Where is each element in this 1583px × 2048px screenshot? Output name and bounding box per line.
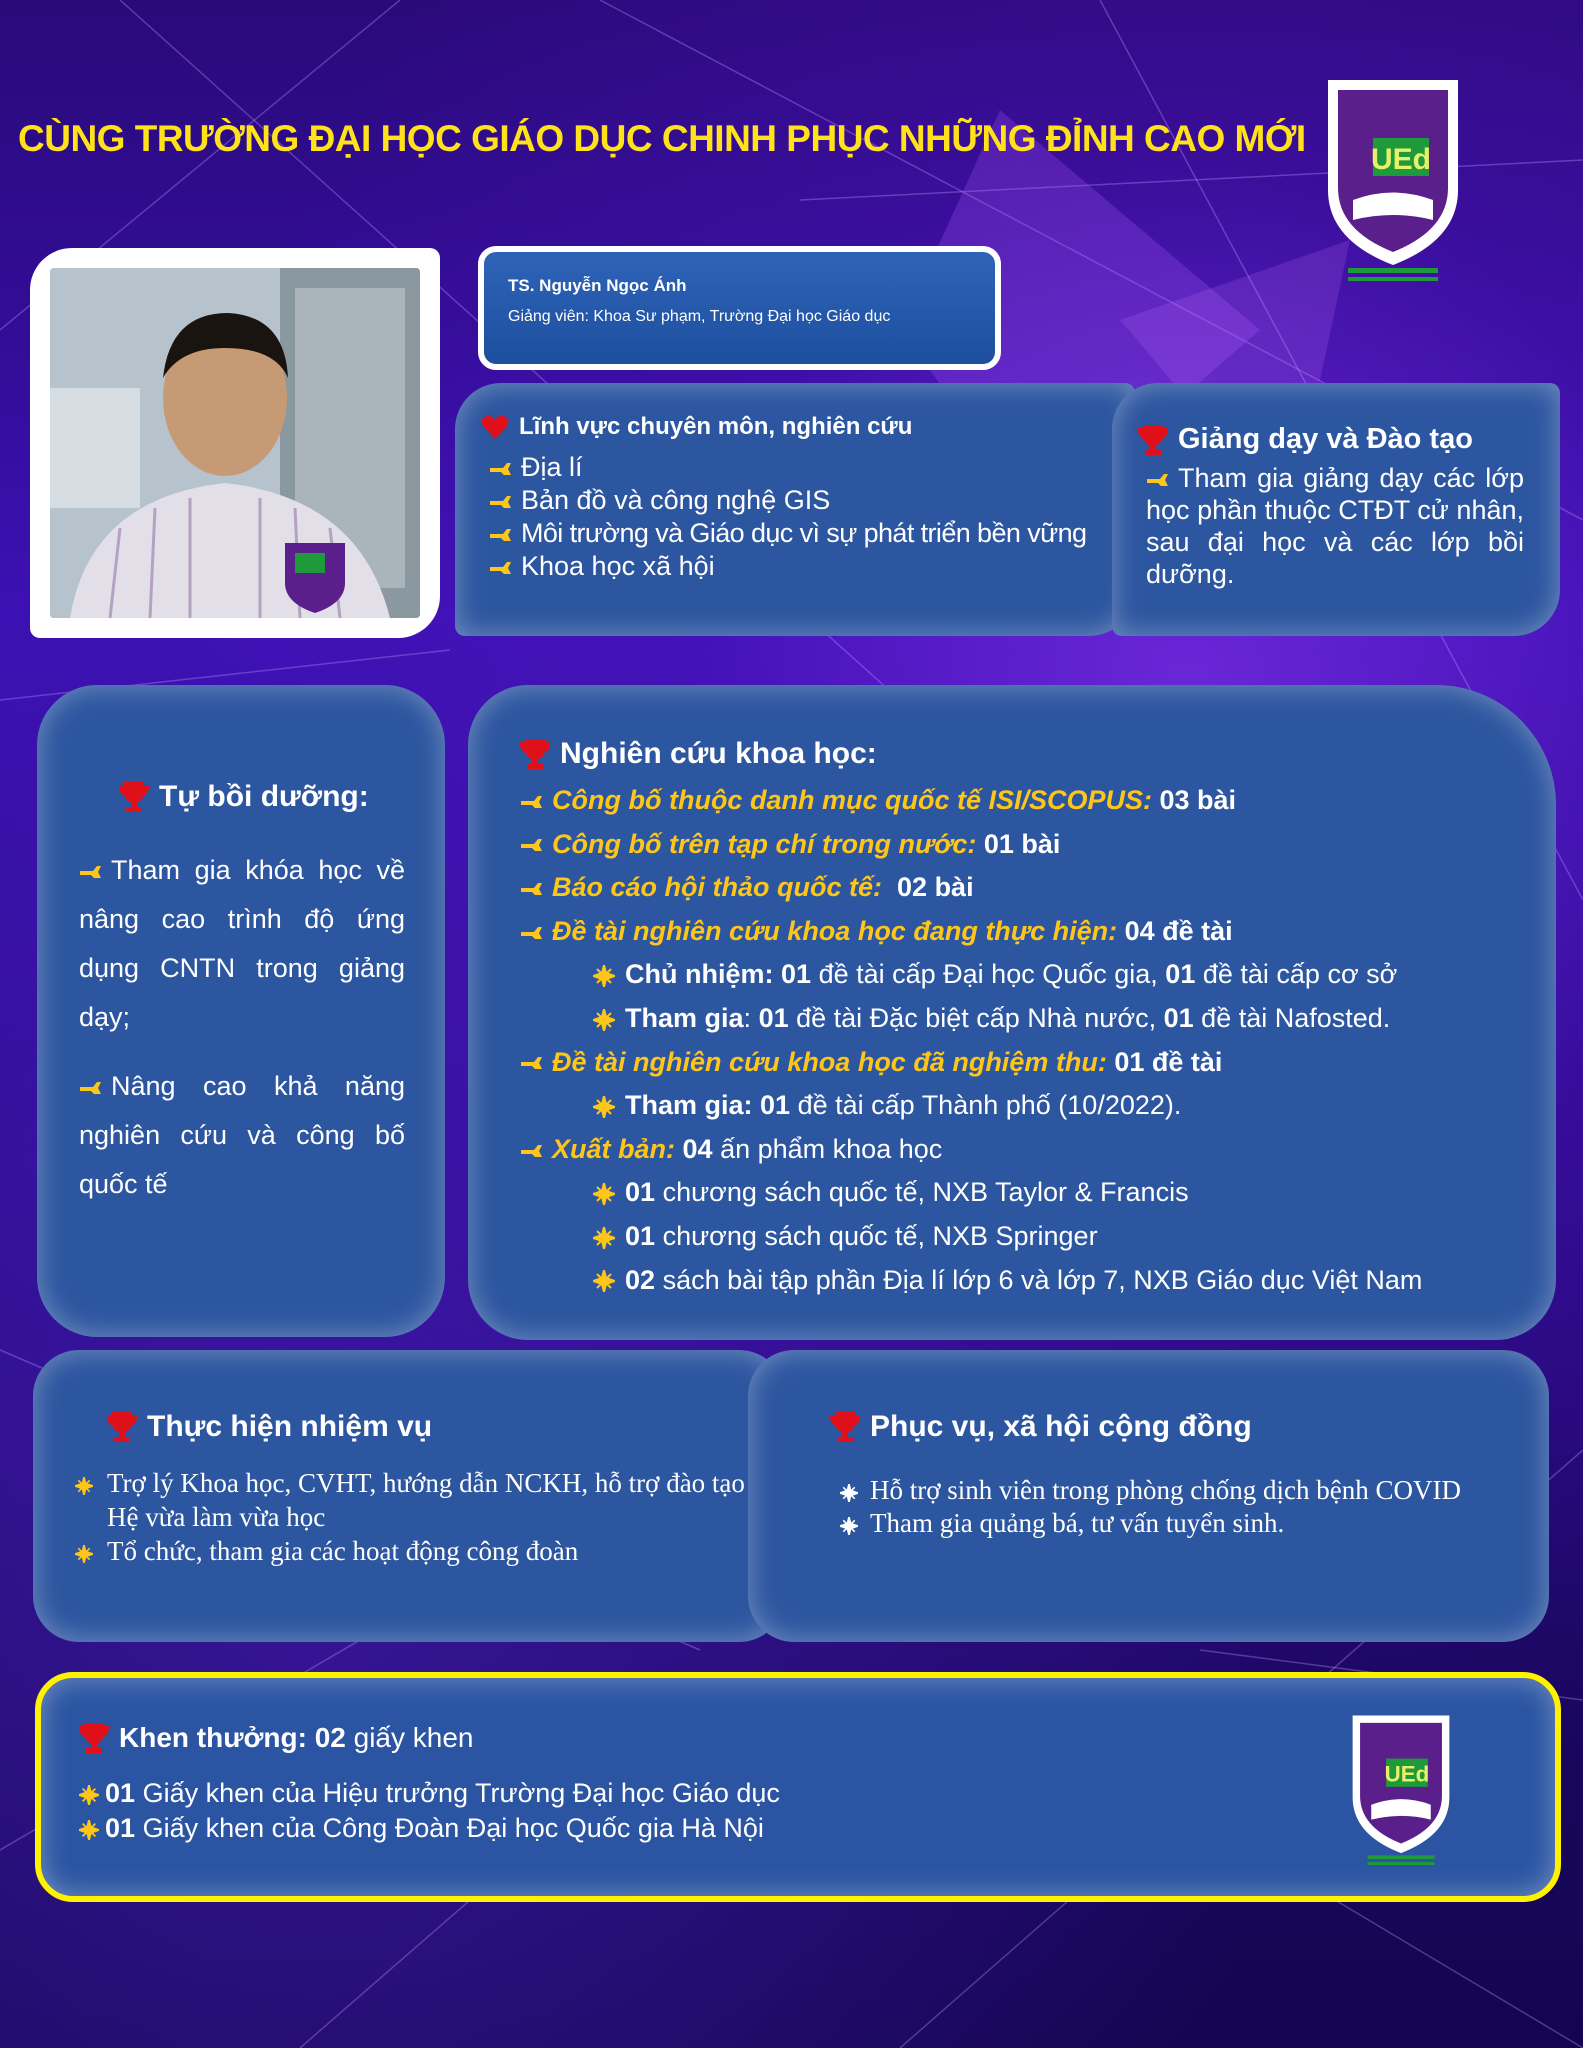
expertise-heading-row [481, 413, 1101, 441]
teaching-text: Tham gia giảng dạy các lớp học phần thuộc CTĐT cử nhân, sau đại học và các lớp bồi dưỡng. [1146, 463, 1524, 589]
list-item: Nâng cao khả năng nghiên cứu và công bố quốc tế [79, 1071, 405, 1199]
teaching-heading-row [1138, 423, 1524, 456]
profile-role: Giảng viên: Khoa Sư phạm, Trường Đại học Giáo dục [508, 308, 891, 325]
star-icon [79, 1785, 99, 1805]
pointing-hand-icon [520, 1054, 544, 1072]
list-item: Tham gia: 01 đề tài cấp Thành phố (10/2022). [520, 1084, 1526, 1128]
list-item: Tổ chức, tham gia các hoạt động công đoàn [75, 1534, 749, 1568]
duties-heading: Thực hiện nhiệm vụ [147, 1410, 433, 1443]
list-item: Đề tài nghiên cứu khoa học đã nghiệm thu: 01 đề tài [520, 1041, 1526, 1085]
list-item: Báo cáo hội thảo quốc tế: 02 bài [520, 866, 1526, 910]
research-panel [468, 685, 1556, 1340]
trophy-icon [520, 738, 550, 770]
trophy-icon [107, 1411, 137, 1443]
star-icon [593, 1096, 615, 1118]
star-icon [75, 1545, 93, 1563]
university-logo [1318, 70, 1468, 285]
community-heading: Phục vụ, xã hội cộng đồng [870, 1410, 1252, 1443]
duties-panel [33, 1350, 785, 1642]
teaching-panel [1112, 383, 1560, 636]
star-icon [79, 1820, 99, 1840]
star-icon [840, 1484, 858, 1502]
list-item: Hỗ trợ sinh viên trong phòng chống dịch bệnh COVID [840, 1474, 1519, 1507]
expertise-panel [455, 383, 1135, 636]
list-item: Đề tài nghiên cứu khoa học đang thực hiện: 04 đề tài [520, 910, 1526, 954]
selfdev-heading: Tự bồi dưỡng: [159, 780, 369, 813]
list-item: 01 Giấy khen của Công Đoàn Đại học Quốc gia Hà Nội [79, 1811, 1519, 1846]
logo-text: UEd [1371, 143, 1431, 176]
star-icon [593, 1009, 615, 1031]
pointing-hand-icon [489, 559, 513, 577]
star-icon [593, 1183, 615, 1205]
trophy-icon [830, 1411, 860, 1443]
university-logo [1341, 1708, 1461, 1868]
expertise-heading: Lĩnh vực chuyên môn, nghiên cứu [519, 413, 913, 440]
selfdev-heading-row [119, 780, 405, 814]
list-item: Công bố thuộc danh mục quốc tế ISI/SCOPUS: 03 bài [520, 779, 1526, 823]
star-icon [593, 1227, 615, 1249]
research-heading: Nghiên cứu khoa học: [560, 737, 877, 770]
list-item: 02 sách bài tập phần Địa lí lớp 6 và lớp 7, NXB Giáo dục Việt Nam [520, 1259, 1526, 1303]
teaching-text-row [1146, 462, 1524, 590]
list-item: 01 chương sách quốc tế, NXB Springer [520, 1215, 1526, 1259]
pointing-hand-icon [520, 924, 544, 942]
list-item: 01 Giấy khen của Hiệu trưởng Trường Đại học Giáo dục [79, 1776, 1519, 1811]
star-icon [593, 965, 615, 987]
trophy-icon [1138, 424, 1168, 456]
pointing-hand-icon [79, 863, 103, 881]
list-item: Tham gia: 01 đề tài Đặc biệt cấp Nhà nước, 01 đề tài Nafosted. [520, 997, 1526, 1041]
list-item: Xuất bản: 04 ấn phẩm khoa học [520, 1128, 1526, 1172]
star-icon [75, 1477, 93, 1495]
pointing-hand-icon [489, 460, 513, 478]
awards-heading: Khen thưởng: [119, 1722, 307, 1753]
profile-name: TS. Nguyễn Ngọc Ánh [508, 276, 687, 295]
page-title: CÙNG TRƯỜNG ĐẠI HỌC GIÁO DỤC CHINH PHỤC NHỮNG ĐỈNH CAO MỚI [18, 118, 1306, 159]
list-item: Địa lí [489, 451, 1101, 484]
pointing-hand-icon [489, 493, 513, 511]
self-development-panel [37, 685, 445, 1337]
list-item: 01 chương sách quốc tế, NXB Taylor & Francis [520, 1171, 1526, 1215]
community-panel [748, 1350, 1549, 1642]
logo-text: UEd [1384, 1761, 1430, 1787]
pointing-hand-icon [1146, 471, 1170, 489]
community-heading-row [830, 1410, 1519, 1444]
research-heading-row [520, 737, 1526, 771]
list-item: Trợ lý Khoa học, CVHT, hướng dẫn NCKH, hỗ trợ đào tạo Hệ vừa làm vừa học [75, 1466, 749, 1534]
list-item: Môi trường và Giáo dục vì sự phát triển bền vững [489, 517, 1101, 550]
list-item: Công bố trên tạp chí trong nước: 01 bài [520, 823, 1526, 867]
pointing-hand-icon [520, 836, 544, 854]
profile-photo [50, 268, 420, 618]
pointing-hand-icon [489, 526, 513, 544]
pointing-hand-icon [79, 1079, 103, 1097]
trophy-icon [119, 781, 149, 813]
pointing-hand-icon [520, 880, 544, 898]
trophy-icon [79, 1722, 109, 1754]
profile-photo-frame [30, 248, 440, 638]
pointing-hand-icon [520, 793, 544, 811]
star-icon [840, 1517, 858, 1535]
list-item: Tham gia quảng bá, tư vấn tuyển sinh. [840, 1507, 1519, 1540]
list-item: Tham gia khóa học về nâng cao trình độ ứng dụng CNTN trong giảng dạy; [79, 855, 405, 1032]
awards-panel [35, 1672, 1561, 1902]
duties-heading-row [107, 1410, 749, 1444]
list-item: Bản đồ và công nghệ GIS [489, 484, 1101, 517]
star-icon [593, 1270, 615, 1292]
list-item: Khoa học xã hội [489, 550, 1101, 583]
awards-heading-row: Khen thưởng: 02 giấy khen [79, 1722, 1519, 1754]
heart-icon [481, 414, 509, 440]
teaching-heading: Giảng dạy và Đào tạo [1178, 423, 1473, 455]
list-item: Chủ nhiệm: 01 đề tài cấp Đại học Quốc gia, 01 đề tài cấp cơ sở [520, 953, 1526, 997]
pointing-hand-icon [520, 1142, 544, 1160]
name-card [478, 246, 1001, 370]
